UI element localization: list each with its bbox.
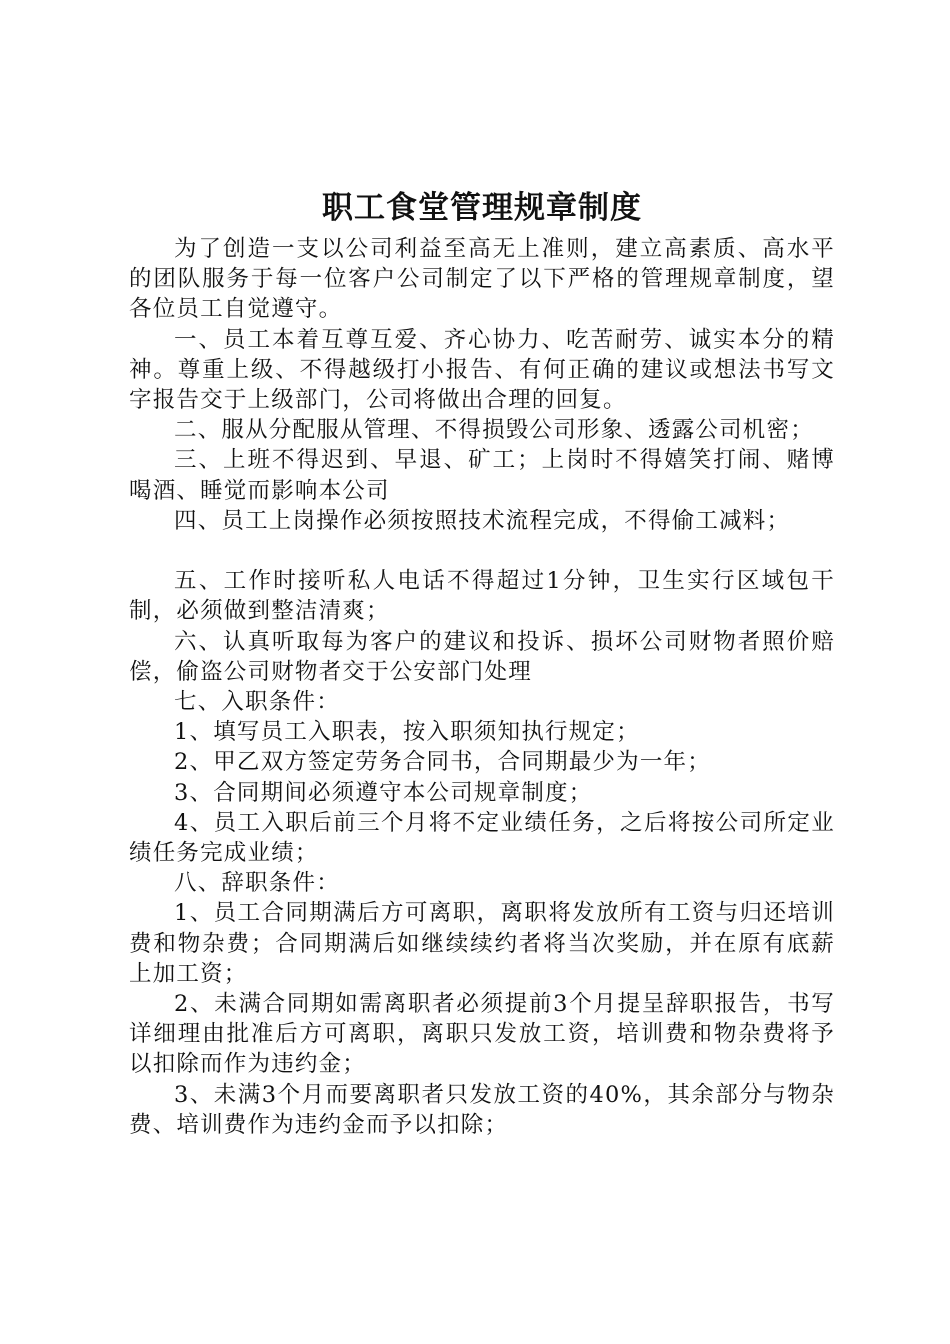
paragraph-rule-4: 四、员工上岗操作必须按照技术流程完成，不得偷工减料； xyxy=(174,507,791,534)
blank-line xyxy=(129,536,835,566)
paragraph-rule-3: 三、上班不得迟到、早退、矿工；上岗时不得嬉笑打闹、赌博喝酒、睡觉而影响本公司 xyxy=(129,447,835,504)
paragraph-rule-1: 一、员工本着互尊互爱、齐心协力、吃苦耐劳、诚实本分的精神。尊重上级、不得越级打小报告、有何正确的建议或想法书写文字报告交于上级部门，公司将做出合理的回复。 xyxy=(129,326,835,414)
document-page xyxy=(129,186,835,1140)
paragraph-rule-6: 六、认真听取每为客户的建议和投诉、损坏公司财物者照价赔偿，偷盗公司财物者交于公安部门处理 xyxy=(129,628,835,685)
document-body xyxy=(129,234,835,1140)
paragraph-intro: 为了创造一支以公司利益至高无上准则，建立高素质、高水平的团队服务于每一位客户公司制定了以下严格的管理规章制度，望各位员工自觉遵守。 xyxy=(129,236,835,323)
onboarding-item-1: 1、填写员工入职表，按入职须知执行规定； xyxy=(174,719,640,746)
onboarding-item-2: 2、甲乙双方签定劳务合同书，合同期最少为一年； xyxy=(174,749,711,776)
onboarding-item-3: 3、合同期间必须遵守本公司规章制度； xyxy=(174,779,593,806)
resignation-item-2: 2、未满合同期如需离职者必须提前3个月提呈辞职报告，书写详细理由批准后方可离职，离职只发放工资，培训费和物杂费将予以扣除而作为违约金； xyxy=(129,991,835,1078)
resignation-item-3: 3、未满3个月而要离职者只发放工资的40%，其余部分与物杂费、培训费作为违约金而予以扣除； xyxy=(129,1081,835,1138)
paragraph-rule-2: 二、服从分配服从管理、不得损毁公司形象、透露公司机密； xyxy=(174,417,814,444)
section-heading-onboarding: 七、入职条件： xyxy=(174,689,340,716)
onboarding-item-4: 4、员工入职后前三个月将不定业绩任务，之后将按公司所定业绩任务完成业绩； xyxy=(129,809,835,867)
document-title: 职工食堂管理规章制度 xyxy=(322,190,642,226)
section-heading-resignation: 八、辞职条件： xyxy=(174,870,340,897)
resignation-item-1: 1、员工合同期满后方可离职，离职将发放所有工资与归还培训费和物杂费；合同期满后如继续续约者将当次奖励，并在原有底薪上加工资； xyxy=(129,900,835,987)
paragraph-rule-5: 五、工作时接听私人电话不得超过1分钟，卫生实行区域包干制，必须做到整洁清爽； xyxy=(129,568,835,625)
